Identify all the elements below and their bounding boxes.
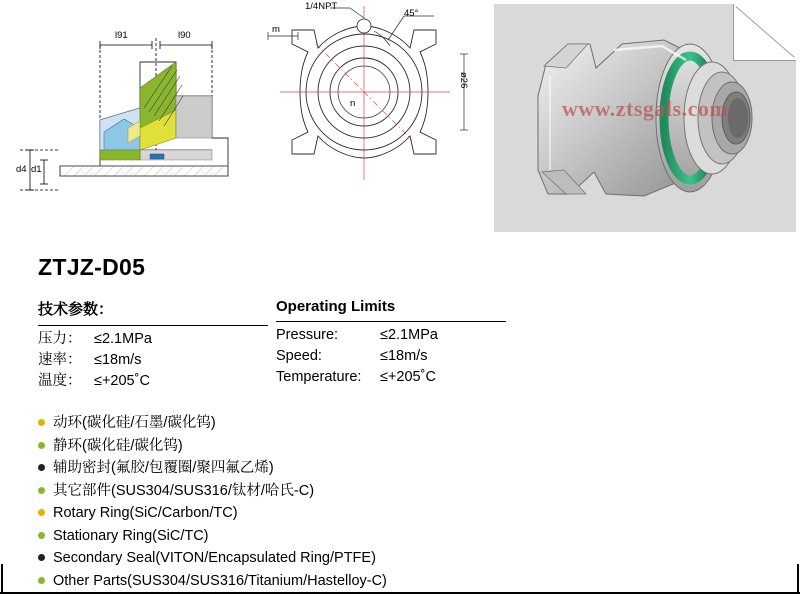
bullet-dot-icon bbox=[38, 419, 45, 426]
divider bbox=[276, 321, 506, 322]
product-photo bbox=[494, 4, 796, 232]
watermark-text: www.ztsgals.com bbox=[561, 96, 729, 121]
list-item-label: Other Parts(SUS304/SUS316/Titanium/Hastelloy-C) bbox=[53, 572, 387, 589]
spec-value: ≤2.1MPa bbox=[94, 331, 152, 347]
bullet-dot-icon bbox=[38, 577, 45, 584]
list-item-label: Rotary Ring(SiC/Carbon/TC) bbox=[53, 505, 238, 521]
spec-value: ≤2.1MPa bbox=[380, 327, 438, 343]
table-row bbox=[38, 350, 268, 371]
dim-45deg: 45° bbox=[404, 8, 419, 19]
dim-l90: l90 bbox=[178, 30, 191, 41]
table-row bbox=[276, 367, 506, 388]
table-row bbox=[276, 325, 506, 346]
spec-key: Temperature: bbox=[276, 369, 362, 385]
list-item bbox=[38, 547, 778, 570]
list-item bbox=[38, 412, 778, 435]
dim-n: n bbox=[350, 98, 356, 109]
table-row bbox=[38, 371, 268, 392]
bullet-dot-icon bbox=[38, 464, 45, 471]
spec-value: ≤18m/s bbox=[94, 352, 142, 368]
spec-key: 速率： bbox=[38, 352, 82, 368]
spec-value: ≤+205˚C bbox=[380, 369, 436, 385]
bullet-dot-icon bbox=[38, 532, 45, 539]
list-item-label: 辅助密封(氟胶/包覆圈/聚四氟乙烯) bbox=[53, 460, 274, 476]
spec-en-heading: Operating Limits bbox=[276, 298, 396, 315]
list-item-label: 动环(碳化硅/石墨/碳化钨) bbox=[53, 415, 216, 431]
spec-table-en bbox=[276, 298, 506, 388]
dim-d4: d4 bbox=[16, 164, 27, 175]
list-item-label: Secondary Seal(VITON/Encapsulated Ring/PTFE) bbox=[53, 550, 376, 566]
materials-list bbox=[38, 412, 778, 592]
dim-l91: l91 bbox=[115, 30, 128, 41]
list-item-label: 其它部件(SUS304/SUS316/钛材/哈氏-C) bbox=[53, 482, 315, 499]
page-left-rule bbox=[1, 564, 3, 594]
divider bbox=[38, 325, 268, 326]
page-right-rule bbox=[797, 564, 799, 594]
page-title: ZTJZ-D05 bbox=[38, 254, 146, 280]
dim-d1: d1 bbox=[31, 164, 42, 175]
bullet-dot-icon bbox=[38, 487, 45, 494]
spec-table-cn bbox=[38, 298, 268, 392]
list-item bbox=[38, 480, 778, 503]
list-item-label: Stationary Ring(SiC/TC) bbox=[53, 527, 209, 544]
list-item-label: 静环(碳化硅/碳化钨) bbox=[53, 437, 183, 454]
dim-m: m bbox=[272, 24, 280, 35]
bullet-dot-icon bbox=[38, 509, 45, 516]
spec-key: Pressure: bbox=[276, 327, 339, 343]
list-item bbox=[38, 570, 778, 593]
table-row bbox=[276, 346, 506, 367]
corner-mark bbox=[733, 4, 796, 61]
technical-drawings bbox=[0, 0, 490, 236]
spec-key: 压力： bbox=[38, 331, 82, 347]
list-item bbox=[38, 525, 778, 548]
table-row bbox=[38, 329, 268, 350]
dim-npt: 1/4NPT bbox=[305, 1, 338, 12]
spec-value: ≤+205˚C bbox=[94, 373, 150, 389]
bullet-dot-icon bbox=[38, 554, 45, 561]
page-bottom-rule bbox=[0, 592, 800, 594]
list-item bbox=[38, 502, 778, 525]
spec-cn-heading: 技术参数： bbox=[38, 301, 114, 318]
spec-value: ≤18m/s bbox=[380, 348, 428, 364]
drawing-svg bbox=[0, 0, 490, 236]
spec-key: 温度： bbox=[38, 373, 82, 389]
list-item bbox=[38, 457, 778, 480]
spec-key: Speed: bbox=[276, 348, 322, 364]
list-item bbox=[38, 435, 778, 458]
bullet-dot-icon bbox=[38, 442, 45, 449]
dim-d26: ø26 bbox=[458, 72, 469, 89]
